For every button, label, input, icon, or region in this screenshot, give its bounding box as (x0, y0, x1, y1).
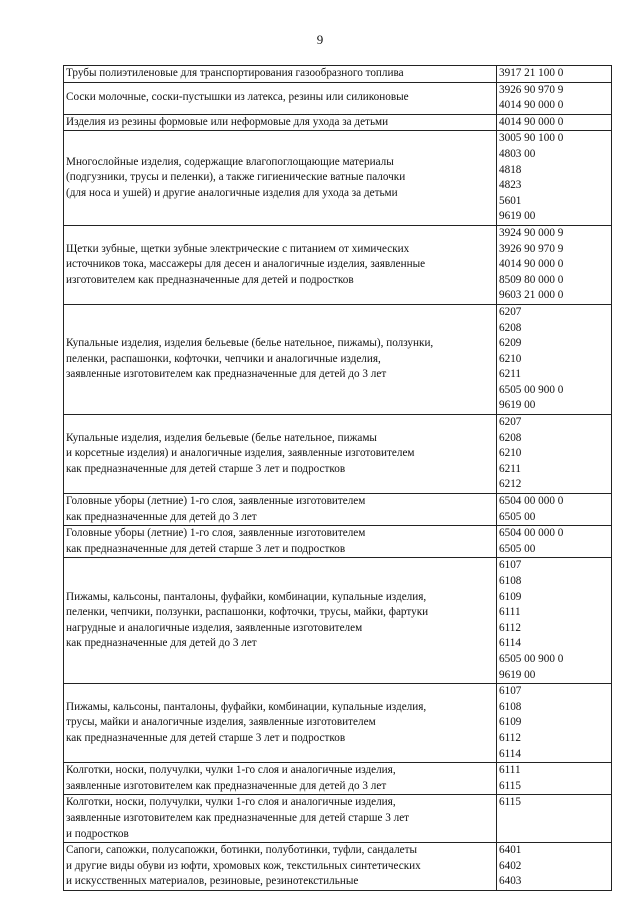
description-line: как предназначенные для детей старше 3 лет и подростков (66, 462, 346, 475)
tnved-code: 6403 (499, 875, 522, 888)
description-line: Многослойные изделия, содержащие влагопоглощающие материалы (66, 155, 394, 168)
description-line: Щетки зубные, щетки зубные электрические с питанием от химических (66, 242, 410, 255)
description-line: (подгузники, трусы и пеленки), а также гигиенические ватные палочки (66, 171, 406, 184)
product-description-cell (64, 526, 497, 558)
tnved-code: 6208 (499, 321, 522, 334)
description-line: и другие виды обуви из юфти, хромовых кож, текстильных синтетических (66, 859, 421, 872)
tnved-code: 3926 90 970 9 (499, 242, 564, 255)
description-line: как предназначенные для детей старше 3 лет и подростков (66, 731, 346, 744)
tnved-code: 6504 00 000 0 (499, 527, 564, 540)
tnved-code: 3926 90 970 9 (499, 83, 564, 96)
product-description (66, 431, 494, 478)
tnved-code: 6109 (499, 716, 522, 729)
tnved-code: 6207 (499, 416, 522, 429)
tnved-code: 9619 00 (499, 399, 536, 412)
tnved-code: 6211 (499, 462, 521, 475)
description-line: трусы, майки и аналогичные изделия, заявленные изготовителем (66, 716, 376, 729)
tnved-code: 6402 (499, 859, 522, 872)
tnved-code-cell (497, 131, 612, 226)
product-description-cell (64, 66, 497, 83)
tnved-code: 6211 (499, 368, 521, 381)
tnved-code: 6112 (499, 731, 521, 744)
tnved-code: 6210 (499, 447, 522, 460)
tnved-code: 6207 (499, 305, 522, 318)
table-row (64, 795, 612, 843)
description-line: Сапоги, сапожки, полусапожки, ботинки, полуботинки, туфли, сандалеты (66, 844, 418, 857)
tnved-code-cell (497, 225, 612, 304)
product-description (66, 242, 494, 289)
page-number: 9 (316, 32, 324, 47)
tnved-code: 3005 90 100 0 (499, 132, 564, 145)
tnved-code: 6108 (499, 700, 522, 713)
tnved-code: 6505 00 900 0 (499, 383, 564, 396)
product-description (66, 590, 494, 652)
tnved-code: 6209 (499, 337, 522, 350)
tnved-code: 6112 (499, 621, 521, 634)
product-description-cell (64, 763, 497, 795)
tnved-code: 3924 90 000 9 (499, 226, 564, 239)
description-line: и подростков (66, 827, 129, 840)
product-description-cell (64, 684, 497, 763)
tnved-code: 3917 21 100 0 (499, 67, 564, 79)
tnved-code: 6504 00 000 0 (499, 495, 564, 508)
table-row (64, 494, 612, 526)
tnved-code-cell (497, 526, 612, 558)
description-line: источников тока, массажеры для десен и аналогичные изделия, заявленные (66, 258, 426, 271)
table-row (64, 304, 612, 414)
product-description-cell (64, 82, 497, 114)
description-line: Пижамы, кальсоны, панталоны, фуфайки, комбинации, купальные изделия, (66, 700, 427, 713)
tnved-code: 6115 (499, 779, 521, 792)
description-line: и корсетные изделия) и аналогичные изделия, заявленные изготовителем (66, 447, 415, 460)
product-description (66, 763, 494, 794)
tnved-code: 4818 (499, 163, 522, 176)
product-description-cell (64, 494, 497, 526)
description-line: заявленные изготовителем как предназначенные для детей до 3 лет (66, 779, 387, 792)
table-row (64, 225, 612, 304)
product-description-cell (64, 415, 497, 494)
table-row (64, 763, 612, 795)
product-description-cell (64, 795, 497, 843)
table-row (64, 843, 612, 891)
description-line: Головные уборы (летние) 1-го слоя, заявленные изготовителем (66, 495, 366, 508)
tnved-code: 6108 (499, 575, 522, 587)
tnved-code: 4014 90 000 0 (499, 115, 564, 128)
table-row (64, 131, 612, 226)
description-line: пеленки, чепчики, ползунки, распашонки, кофточки, трусы, майки, фартуки (66, 606, 429, 619)
product-description (66, 843, 494, 890)
tnved-code: 6505 00 900 0 (499, 652, 564, 665)
product-description (66, 90, 494, 106)
tnved-code: 6212 (499, 478, 522, 491)
tnved-code: 9619 00 (499, 210, 536, 223)
product-description (66, 66, 494, 82)
description-line: как предназначенные для детей до 3 лет (66, 637, 257, 650)
product-description (66, 115, 494, 131)
tnved-code-cell (497, 304, 612, 414)
description-line: заявленные изготовителем как предназначенные для детей старше 3 лет (66, 811, 410, 824)
tnved-code: 6107 (499, 685, 522, 698)
tnved-code-cell (497, 558, 612, 684)
product-description (66, 494, 494, 525)
description-line: как предназначенные для детей старше 3 лет и подростков (66, 542, 346, 555)
table-row (64, 415, 612, 494)
tnved-code: 6107 (499, 559, 522, 572)
description-line: Изделия из резины формовые или неформовые для ухода за детьми (66, 115, 389, 128)
tnved-code: 4823 (499, 179, 522, 192)
tnved-code: 4014 90 000 0 (499, 258, 564, 271)
description-line: изготовителем как предназначенные для детей и подростков (66, 273, 354, 286)
description-line: Купальные изделия, изделия бельевые (белье нательное, пижамы), ползунки, (66, 337, 434, 350)
tnved-code: 6114 (499, 637, 521, 650)
product-description-cell (64, 131, 497, 226)
tnved-code-cell (497, 795, 612, 843)
description-line: Соски молочные, соски-пустышки из латекса, резины или силиконовые (66, 91, 409, 104)
table-row (64, 114, 612, 131)
table-row (64, 82, 612, 114)
tnved-code-cell (497, 684, 612, 763)
product-description (66, 526, 494, 557)
description-line: Пижамы, кальсоны, панталоны, фуфайки, комбинации, купальные изделия, (66, 590, 427, 603)
tnved-code: 5601 (499, 194, 522, 207)
product-description (66, 336, 494, 383)
tnved-code: 6111 (499, 606, 521, 619)
table-row (64, 526, 612, 558)
tnved-code-cell (497, 66, 612, 83)
tnved-code-cell (497, 114, 612, 131)
product-description-cell (64, 225, 497, 304)
tnved-code: 6505 00 (499, 542, 536, 555)
tnved-code-cell (497, 763, 612, 795)
tnved-code: 6114 (499, 747, 521, 760)
description-line: Трубы полиэтиленовые для транспортирования газообразного топлива (66, 67, 404, 79)
table-row (64, 558, 612, 684)
description-line: пеленки, распашонки, кофточки, чепчики и аналогичные изделия, (66, 352, 381, 365)
product-description-cell (64, 114, 497, 131)
product-description (66, 795, 494, 842)
tnved-code: 6505 00 (499, 510, 536, 523)
product-description (66, 700, 494, 747)
description-line: нагрудные и аналогичные изделия, заявленные изготовителем (66, 621, 363, 634)
table-body (64, 66, 612, 891)
product-description-cell (64, 843, 497, 891)
product-description (66, 155, 494, 202)
description-line: Колготки, носки, получулки, чулки 1-го слоя и аналогичные изделия, (66, 764, 396, 777)
tnved-code: 6115 (499, 796, 521, 809)
tnved-code: 6109 (499, 590, 522, 603)
tnved-code-cell (497, 494, 612, 526)
description-line: и искусственных материалов, резиновые, резинотекстильные (66, 875, 359, 888)
tnved-code: 4014 90 000 0 (499, 99, 564, 112)
description-line: Купальные изделия, изделия бельевые (белье нательное, пижамы (66, 431, 377, 444)
description-line: (для носа и ушей) и другие аналогичные изделия для ухода за детьми (66, 186, 398, 199)
tnved-code: 6401 (499, 844, 522, 857)
tnved-code-cell (497, 82, 612, 114)
tnved-code: 6210 (499, 352, 522, 365)
tnved-code-cell (497, 843, 612, 891)
tnved-code: 6111 (499, 764, 521, 777)
tnved-code: 9603 21 000 0 (499, 289, 564, 302)
tnved-code: 6208 (499, 431, 522, 444)
table-row (64, 684, 612, 763)
product-codes-table (63, 65, 612, 891)
description-line: заявленные изготовителем как предназначенные для детей до 3 лет (66, 368, 387, 381)
product-description-cell (64, 558, 497, 684)
table-row (64, 66, 612, 83)
tnved-code: 9619 00 (499, 668, 536, 681)
description-line: как предназначенные для детей до 3 лет (66, 510, 257, 523)
tnved-code-cell (497, 415, 612, 494)
product-description-cell (64, 304, 497, 414)
tnved-code: 4803 00 (499, 147, 536, 160)
tnved-code: 8509 80 000 0 (499, 273, 564, 286)
description-line: Головные уборы (летние) 1-го слоя, заявленные изготовителем (66, 527, 366, 540)
description-line: Колготки, носки, получулки, чулки 1-го слоя и аналогичные изделия, (66, 796, 396, 809)
